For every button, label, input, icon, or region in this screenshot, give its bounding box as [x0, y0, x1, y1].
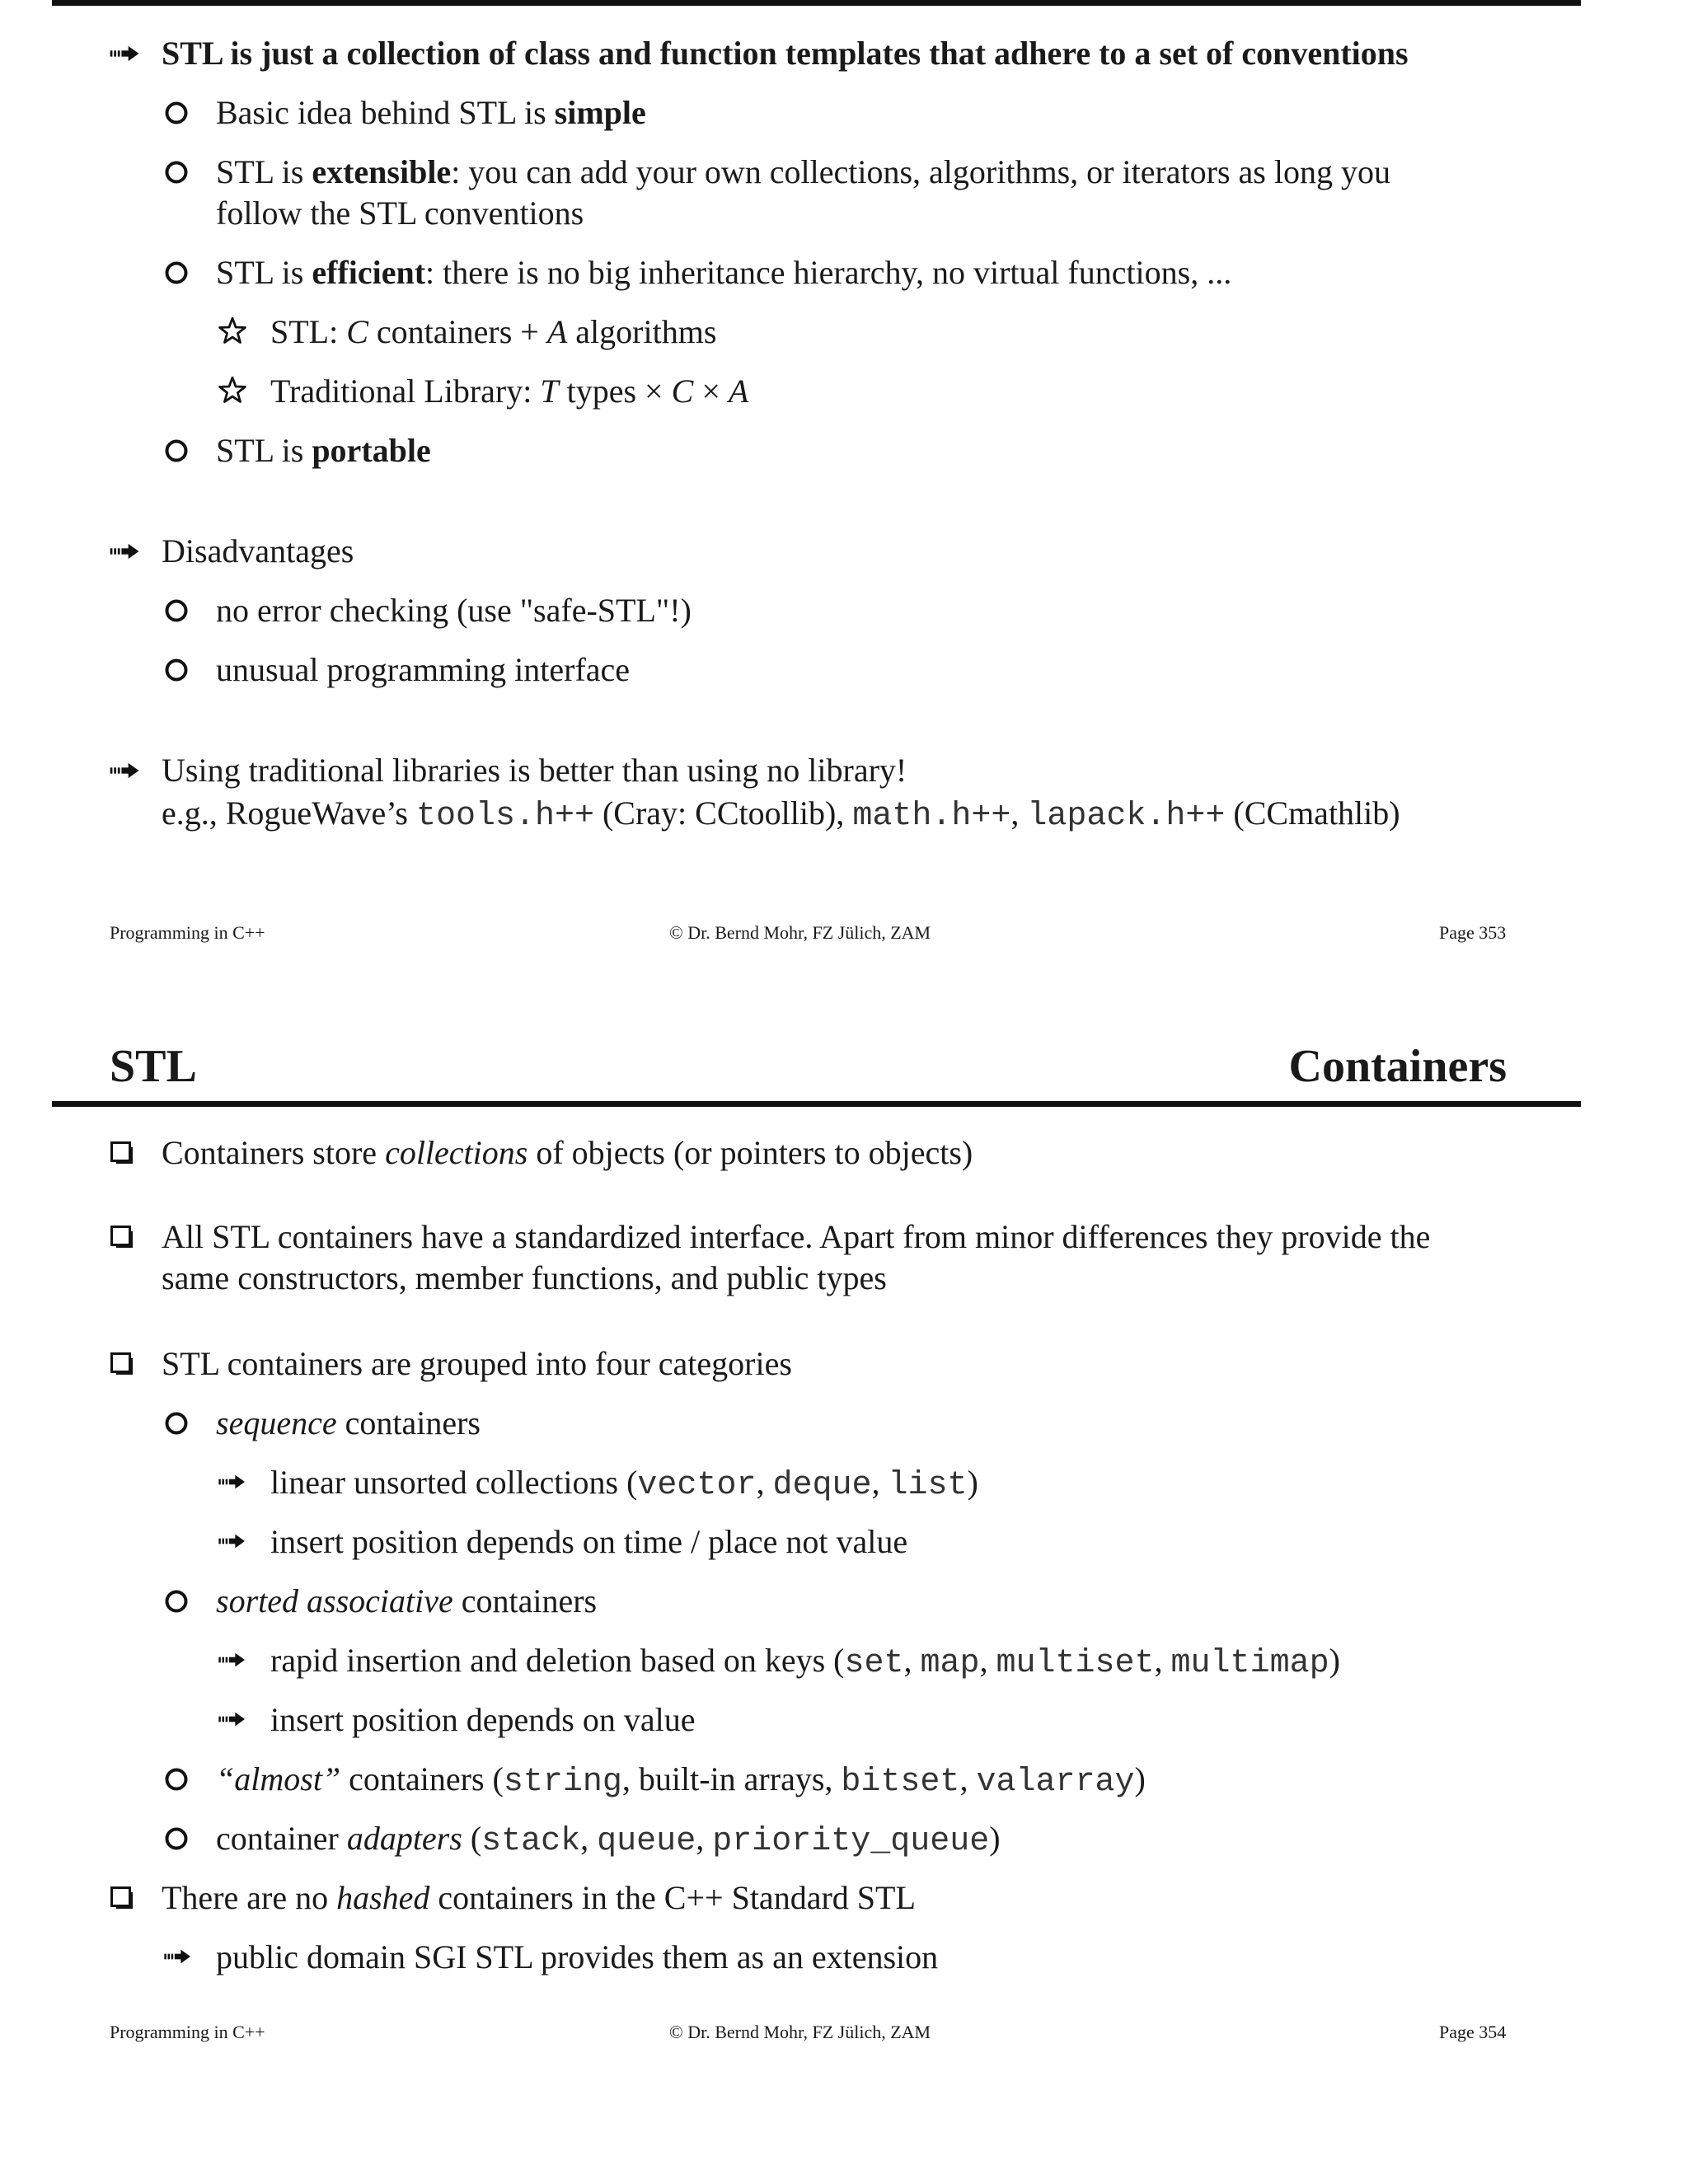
bullet-text: sorted associative containers [216, 1582, 598, 1619]
bullet-text-continuation: same constructors, member functions, and public types [162, 1259, 887, 1296]
bullet-text: There are no hashed containers in the C++ Standard STL [162, 1879, 916, 1916]
bullet-text: container adapters (stack, queue, priority_queue) [216, 1820, 1001, 1860]
bullet-text: unusual programming interface [216, 651, 631, 688]
circle-bullet-icon [164, 598, 189, 623]
arrow-bullet-icon [218, 1533, 246, 1549]
circle-bullet-icon [164, 260, 189, 285]
bullet-text: STL containers are grouped into four categories [162, 1345, 792, 1382]
bullet-text-continuation: follow the STL conventions [216, 194, 584, 232]
bullet-text: Basic idea behind STL is simple [216, 94, 646, 131]
footer-left: Programming in C++ [110, 922, 265, 943]
header-rule [52, 1101, 1581, 1107]
bullet-text: STL is just a collection of class and function templates that adhere to a set of conventions [162, 35, 1409, 72]
bullet-text: linear unsorted collections (vector, deque, list) [270, 1464, 978, 1504]
bullet-text: rapid insertion and deletion based on keys (set, map, multiset, multimap) [270, 1642, 1340, 1682]
page-title-left: STL [110, 1041, 197, 1092]
bullet-text: Using traditional libraries is better than using no library! [162, 752, 907, 789]
arrow-bullet-icon [218, 1652, 246, 1668]
circle-bullet-icon [164, 438, 189, 463]
page-title-right: Containers [1288, 1041, 1507, 1092]
arrow-bullet-icon [110, 542, 141, 560]
bullet-text: “almost” containers (string, built-in arrays, bitset, valarray) [216, 1760, 1146, 1801]
bullet-text-continuation: e.g., RogueWave’s tools.h++ (Cray: CCtoollib), math.h++, lapack.h++ (CCmathlib) [162, 794, 1400, 835]
bullet-text: Disadvantages [162, 532, 354, 569]
bullet-text: Traditional Library: T types × C × A [270, 373, 749, 410]
bullet-text: public domain SGI STL provides them as an extension [216, 1938, 939, 1975]
bullet-text: insert position depends on value [270, 1701, 696, 1738]
arrow-bullet-icon [218, 1474, 246, 1490]
circle-bullet-icon [164, 101, 189, 125]
footer-page-number: Page 354 [1439, 2022, 1507, 2042]
square-bullet-icon [110, 1352, 134, 1376]
bullet-text: STL is extensible: you can add your own collections, algorithms, or iterators as long you [216, 153, 1390, 190]
square-bullet-icon [110, 1141, 134, 1165]
arrow-bullet-icon [164, 1948, 192, 1965]
footer-left: Programming in C++ [110, 2022, 265, 2042]
bullet-text: no error checking (use "safe-STL"!) [216, 592, 692, 629]
bullet-text: STL is efficient: there is no big inheritance hierarchy, no virtual functions, ... [216, 254, 1232, 291]
square-bullet-icon [110, 1225, 134, 1249]
arrow-bullet-icon [110, 762, 141, 780]
arrow-bullet-icon [110, 45, 141, 63]
circle-bullet-icon [164, 1411, 189, 1436]
circle-bullet-icon [164, 1767, 189, 1792]
bullet-text: Containers store collections of objects (or pointers to objects) [162, 1134, 973, 1171]
top-rule [52, 0, 1581, 6]
bullet-text: STL: C containers + A algorithms [270, 313, 717, 350]
circle-bullet-icon [164, 1826, 189, 1851]
circle-bullet-icon [164, 658, 189, 682]
star-bullet-icon [218, 376, 246, 404]
circle-bullet-icon [164, 160, 189, 185]
footer-page-number: Page 353 [1439, 922, 1507, 943]
arrow-bullet-icon [218, 1711, 246, 1727]
bullet-text: sequence containers [216, 1404, 481, 1441]
bullet-text: STL is portable [216, 432, 431, 469]
star-bullet-icon [218, 316, 246, 344]
bullet-text: All STL containers have a standardized interface. Apart from minor differences they provide the [162, 1218, 1431, 1255]
footer-center: © Dr. Bernd Mohr, FZ Jülich, ZAM [669, 2022, 931, 2042]
square-bullet-icon [110, 1886, 134, 1910]
footer-center: © Dr. Bernd Mohr, FZ Jülich, ZAM [669, 922, 931, 943]
circle-bullet-icon [164, 1589, 189, 1614]
bullet-text: insert position depends on time / place not value [270, 1523, 908, 1560]
